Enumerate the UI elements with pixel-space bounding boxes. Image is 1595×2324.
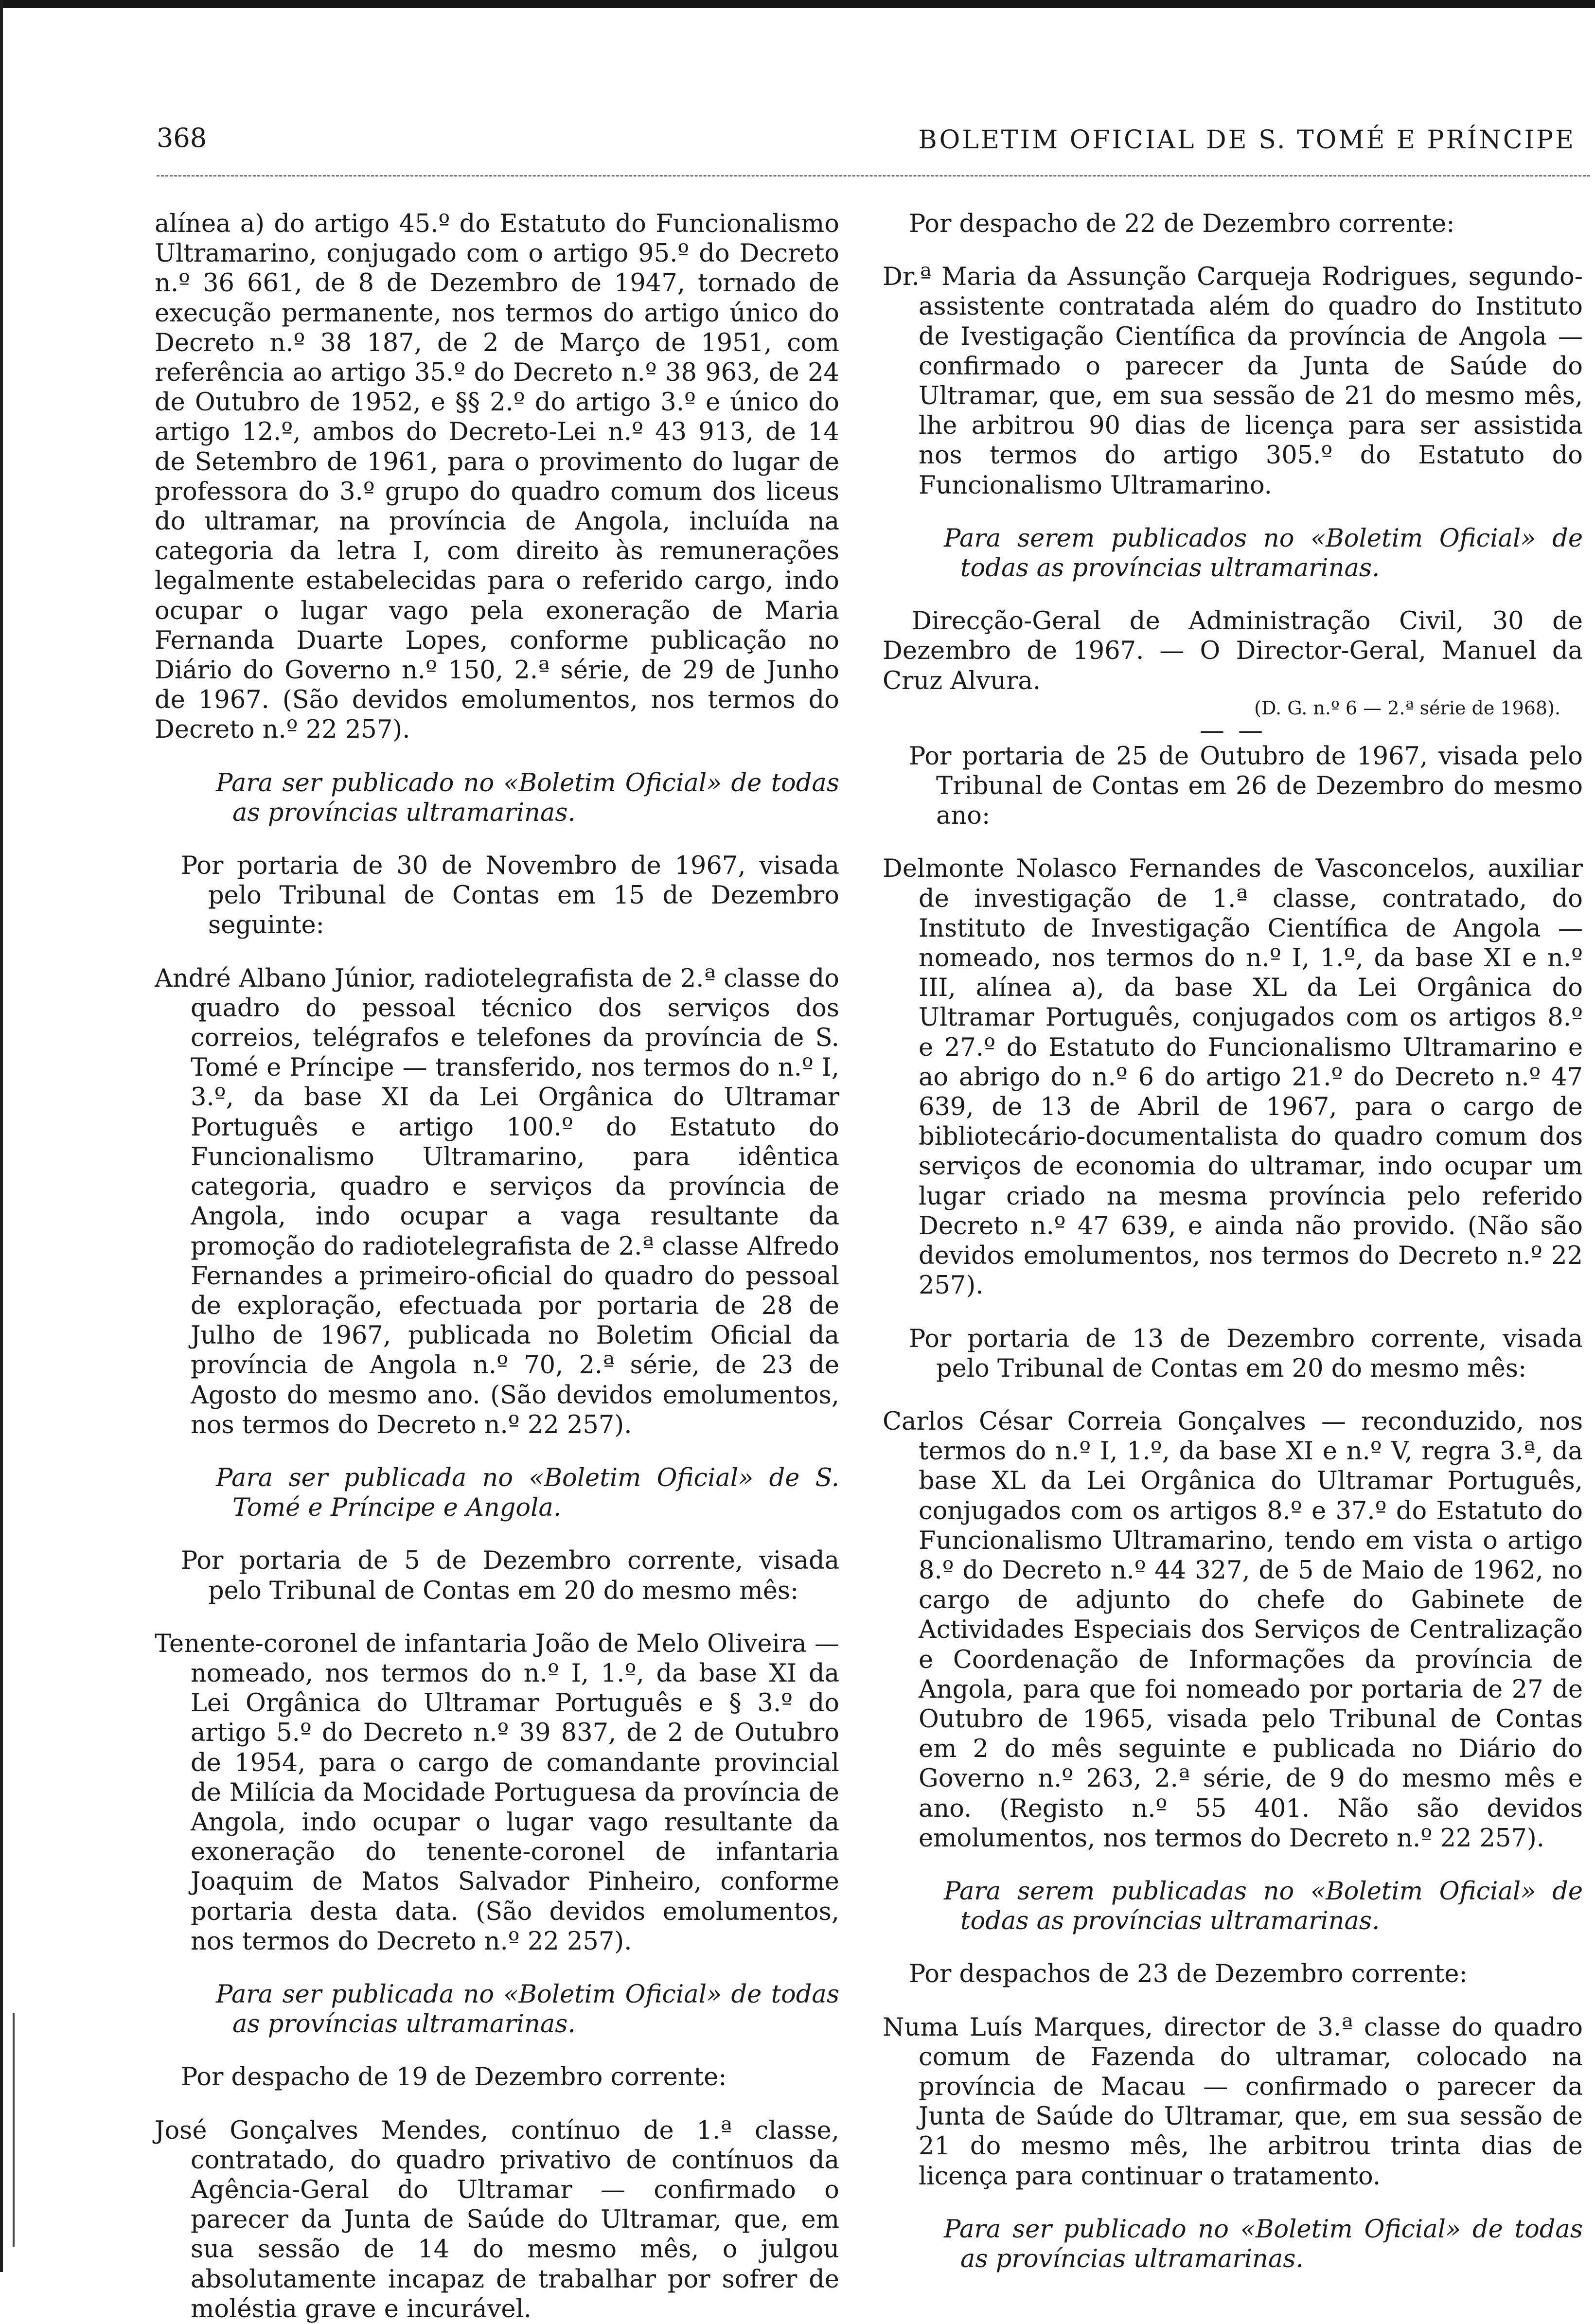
scan-left-edge — [0, 0, 3, 2272]
portaria-intro: Por portaria de 5 de Dezembro corrente, visada pelo Tribunal de Contas em 20 do mesmo mês: — [181, 1546, 839, 1605]
publication-note: Para ser publicada no «Boletim Oficial» de todas as províncias ultramarinas. — [216, 1980, 839, 2039]
running-title: BOLETIM OFICIAL DE S. TOMÉ E PRÍNCIPE — [918, 125, 1576, 155]
despacho-intro: Por despacho de 22 de Dezembro corrente: — [909, 210, 1455, 238]
appointment-entry: Carlos César Correia Gonçalves — reconduzido, nos termos do n.º I, 1.º, da base XI e n.º V, regra 3.ª, da base XL da Lei Orgânica do Ultramar Português, conjugados com os artigos 8.º e 37.º do Estatuto do Funcionalismo Ultramarino, tendo em vista o artigo 8.º do Decreto n.º 44 327, de 5 de Maio de 1962, no cargo de adjunto do chefe do Gabinete de Actividades Especiais dos Serviços de Centralização e Coordenação de Informações da província de Angola, para que foi nomeado por portaria de 27 de Outubro de 1965, visada pelo Tribunal de Contas em 2 do mês seguinte e publicada no Diário do Governo n.º 263, 2.ª série, de 9 do mesmo mês e ano. (Registo n.º 55 401. Não são devidos emolumentos, nos termos do Decreto n.º 22 257). — [883, 1407, 1583, 1853]
publication-note: Para ser publicado no «Boletim Oficial» de todas as províncias ultramarinas. — [216, 768, 839, 827]
appointment-entry: Delmonte Nolasco Fernandes de Vasconcelos, auxiliar de investigação de 1.ª classe, contratado, do Instituto de Investigação Científica de Angola — nomeado, nos termos do n.º I, 1.º, da base XI e n.º III, alínea a), da base XL da Lei Orgânica do Ultramar Português, conjugados com os artigos 8.º e 27.º do Estatuto do Funcionalismo Ultramarino e ao abrigo do n.º 6 do artigo 21.º do Decreto n.º 47 639, de 13 de Abril de 1967, para o cargo de bibliotecário-documentalista do quadro comum dos serviços de economia do ultramar, indo ocupar um lugar criado na mesma província pelo referido Decreto n.º 47 639, e ainda não provido. (Não são devidos emolumentos, nos termos do Decreto n.º 22 257). — [883, 854, 1583, 1300]
appointment-entry: Numa Luís Marques, director de 3.ª classe do quadro comum de Fazenda do ultramar, colocado na província de Macau — confirmado o parecer da Junta de Saúde do Ultramar, que, em sua sessão de 21 do mesmo mês, lhe arbitrou trinta dias de licença para continuar o tratamento. — [883, 2013, 1583, 2191]
header-rule — [157, 175, 1590, 177]
publication-note: Para serem publicadas no «Boletim Oficial» de todas as províncias ultramarinas. — [944, 1877, 1583, 1936]
appointment-entry: André Albano Júnior, radiotelegrafista de 2.ª classe do quadro do pessoal técnico dos serviços dos correios, telégrafos e telefones da província de S. Tomé e Príncipe — transferido, nos termos do n.º I, 3.º, da base XI da Lei Orgânica do Ultramar Português e artigo 100.º do Estatuto do Funcionalismo Ultramarino, para idêntica categoria, quadro e serviços da província de Angola, indo ocupar a vaga resultante da promoção do radiotelegrafista de 2.ª classe Alfredo Fernandes a primeiro-oficial do quadro do pessoal de exploração, efectuada por portaria de 28 de Julho de 1967, publicada no Boletim Oficial da província de Angola n.º 70, 2.ª série, de 23 de Agosto do mesmo ano. (São devidos emolumentos, nos termos do Decreto n.º 22 257). — [155, 964, 839, 1439]
portaria-intro: Por portaria de 30 de Novembro de 1967, visada pelo Tribunal de Contas em 15 de Dezembro seguinte: — [181, 852, 839, 940]
publication-note: Para ser publicado no «Boletim Oficial» de todas as províncias ultramarinas. — [944, 2215, 1583, 2273]
right-column — [883, 209, 1583, 2274]
portaria-intro: Por portaria de 25 de Outubro de 1967, visada pelo Tribunal de Contas em 26 de Dezembro do mesmo ano: — [909, 742, 1583, 831]
despacho-intro: Por despacho de 19 de Dezembro corrente: — [181, 2063, 727, 2092]
scan-edge-mark — [13, 2013, 15, 2247]
publication-note: Para ser publicada no «Boletim Oficial» de S. Tomé e Príncipe e Angola. — [216, 1463, 839, 1523]
left-column — [155, 209, 839, 2324]
page-header — [157, 123, 1576, 166]
scan-top-border — [0, 0, 1595, 8]
appointment-entry: Tenente-coronel de infantaria João de Melo Oliveira — nomeado, nos termos do n.º I, 1.º, da base XI da Lei Orgânica do Ultramar Português e § 3.º do artigo 5.º do Decreto n.º 39 837, de 2 de Outubro de 1954, para o cargo de comandante provincial de Milícia da Mocidade Portuguesa da província de Angola, indo ocupar o lugar vago resultante da exoneração do tenente-coronel de infantaria Joaquim de Matos Salvador Pinheiro, conforme portaria desta data. (São devidos emolumentos, nos termos do Decreto n.º 22 257). — [155, 1629, 839, 1956]
signoff: Direcção-Geral de Administração Civil, 30 de Dezembro de 1967. — O Director-Geral, Manuel da Cruz Alvura. — [883, 607, 1583, 695]
continued-paragraph: alínea a) do artigo 45.º do Estatuto do Funcionalismo Ultramarino, conjugado com o artigo 95.º do Decreto n.º 36 661, de 8 de Dezembro de 1947, tornado de execução permanente, nos termos do artigo único do Decreto n.º 38 187, de 2 de Março de 1951, com referência ao artigo 35.º do Decreto n.º 38 963, de 24 de Outubro de 1952, e §§ 2.º do artigo 3.º e único do artigo 12.º, ambos do Decreto-Lei n.º 43 913, de 14 de Setembro de 1961, para o provimento do lugar de professora do 3.º grupo do quadro comum dos liceus do ultramar, na província de Angola, incluída na categoria da letra I, com direito às remunerações legalmente estabelecidas para o referido cargo, indo ocupar o lugar vago pela exoneração de Maria Fernanda Duarte Lopes, conforme publicação no Diário do Governo n.º 150, 2.ª série, de 29 de Junho de 1967. (São devidos emolumentos, nos termos do Decreto n.º 22 257). — [155, 210, 839, 745]
section-separator: — — — [1199, 716, 1266, 745]
publication-note: Para serem publicados no «Boletim Oficial» de todas as províncias ultramarinas. — [944, 524, 1583, 583]
appointment-entry: Dr.ª Maria da Assunção Carqueja Rodrigues, segundo-assistente contratada além do quadro do Instituto de Ivestigação Científica da província de Angola — confirmado o parecer da Junta de Saúde do Ultramar, que, em sua sessão de 21 do mesmo mês, lhe arbitrou 90 dias de licença para ser assistida nos termos do artigo 305.º do Estatuto do Funcionalismo Ultramarino. — [883, 263, 1583, 500]
despacho-intro: Por despachos de 23 de Dezembro corrente: — [909, 1960, 1468, 1989]
appointment-entry: José Gonçalves Mendes, contínuo de 1.ª classe, contratado, do quadro privativo de contínuos da Agência-Geral do Ultramar — confirmado o parecer da Junta de Saúde do Ultramar, que, em sua sessão de 14 do mesmo mês, o julgou absolutamente incapaz de trabalhar por sofrer de moléstia grave e incurável. — [155, 2116, 839, 2324]
portaria-intro: Por portaria de 13 de Dezembro corrente, visada pelo Tribunal de Contas em 20 do mesmo mês: — [909, 1324, 1583, 1383]
page-number: 368 — [157, 123, 207, 153]
citation: (D. G. n.º 6 — 2.ª série de 1968). — [1254, 697, 1560, 719]
